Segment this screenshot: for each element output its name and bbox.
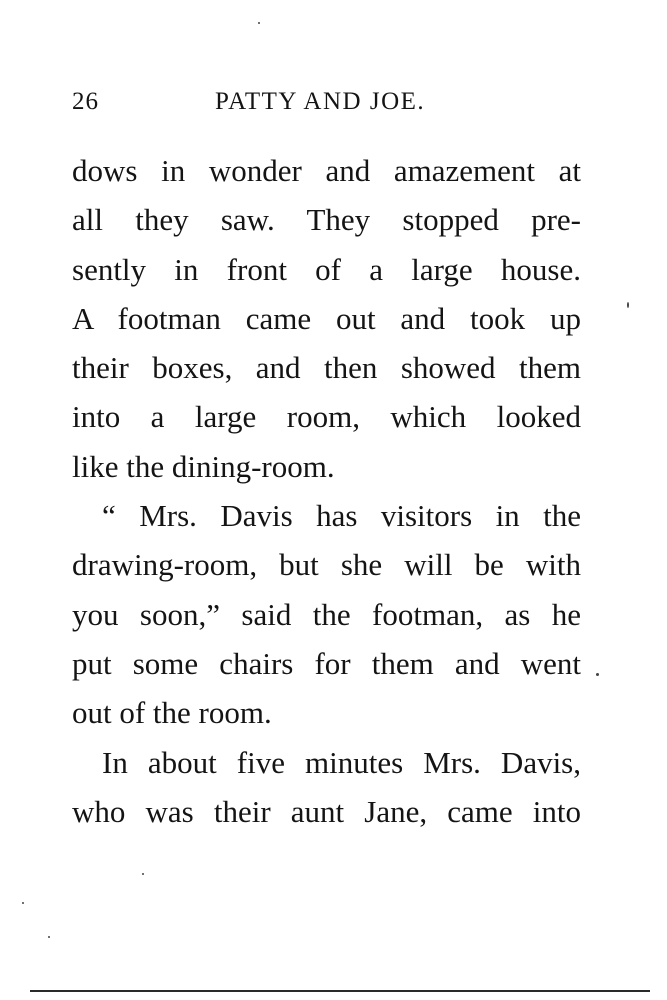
text-line: like the dining-room. [72, 448, 335, 484]
text-line: into a large room, which looked [72, 399, 581, 435]
text-line: their boxes, and then showed them [72, 350, 581, 386]
text-line: drawing-room, but she will be with [72, 547, 581, 583]
text-line: In about five minutes Mrs. Davis, [102, 744, 581, 780]
running-head [72, 88, 582, 122]
print-speck [596, 673, 599, 676]
running-title: PATTY AND JOE. [215, 88, 426, 115]
page-number: 26 [72, 88, 99, 115]
text-line: put some chairs for them and went [72, 645, 581, 681]
page-edge-line [30, 990, 650, 992]
print-speck [142, 873, 144, 875]
paragraph-2 [72, 491, 581, 737]
print-speck [627, 302, 629, 308]
body-text [72, 146, 581, 836]
text-line: who was their aunt Jane, came into [72, 793, 581, 829]
print-speck [258, 22, 260, 24]
text-line: all they saw. They stopped pre- [72, 202, 581, 238]
text-line: dows in wonder and amazement at [72, 153, 581, 188]
print-speck [22, 902, 24, 904]
text-line: out of the room. [72, 695, 272, 731]
text-line: “ Mrs. Davis has visitors in the [102, 498, 581, 534]
text-line: sently in front of a large house. [72, 251, 581, 287]
paragraph-3 [72, 738, 581, 837]
text-line: you soon,” said the footman, as he [72, 596, 581, 632]
print-speck [48, 936, 50, 938]
paragraph-1 [72, 146, 581, 491]
text-line: A footman came out and took up [72, 300, 581, 336]
